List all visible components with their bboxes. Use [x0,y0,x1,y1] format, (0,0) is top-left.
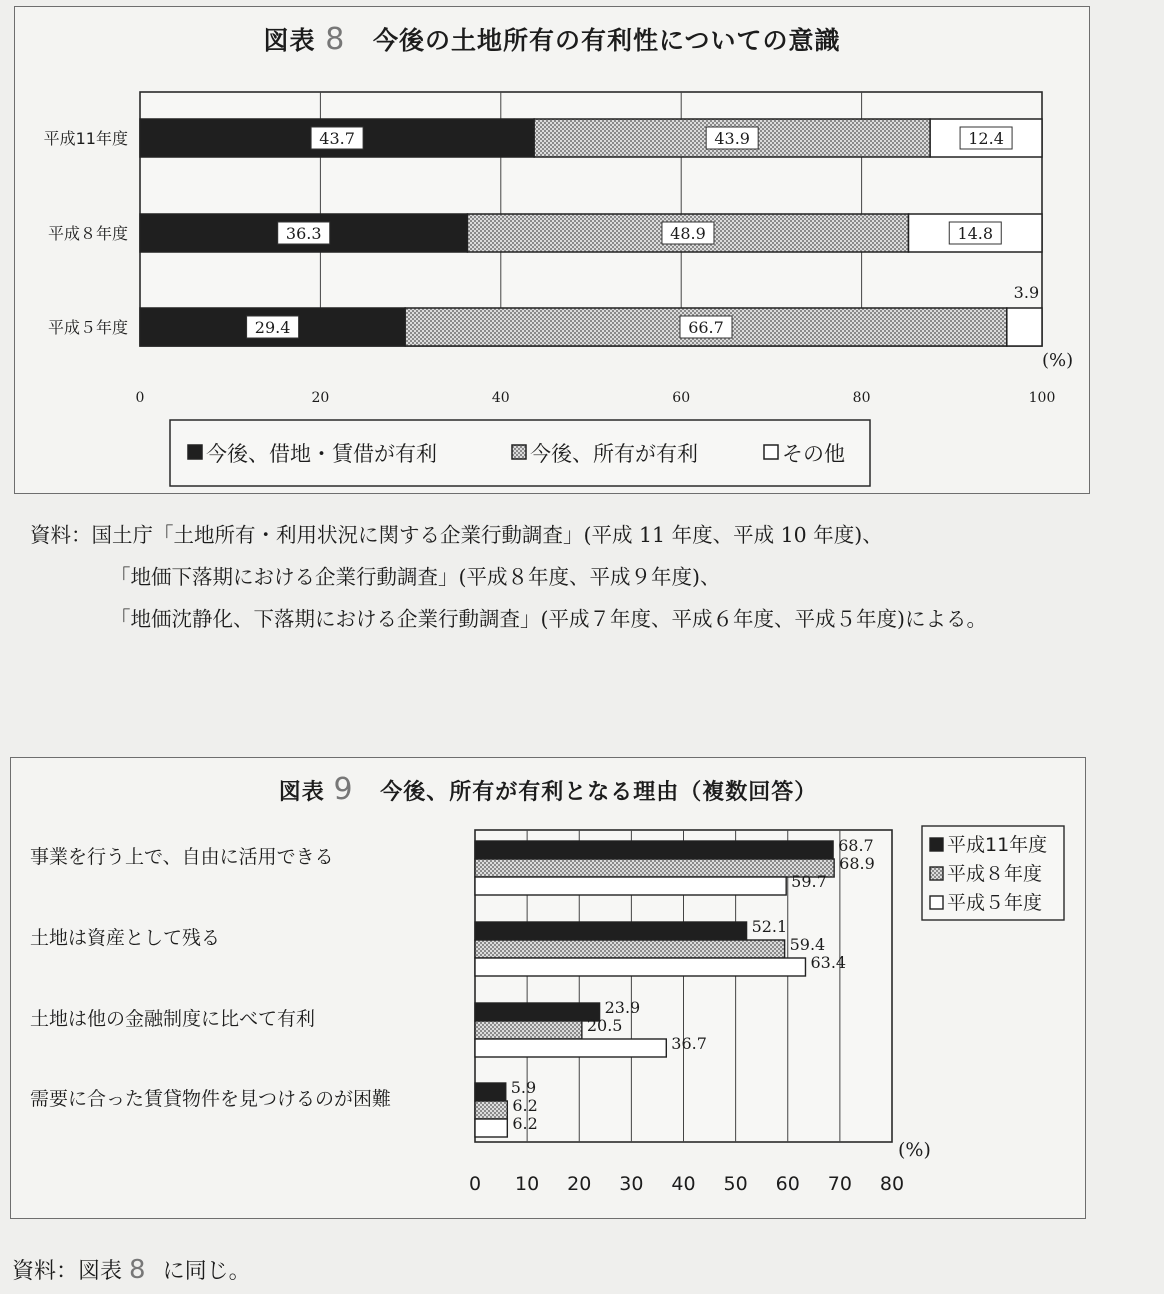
chart9-data-label: 5.9 [510,1078,537,1097]
chart8-unit-label: (%) [1042,350,1074,371]
chart9-bar [475,1101,507,1119]
chart9-bar [475,940,785,958]
chart9-bar [475,1021,582,1039]
chart9-legend-label: 平成５年度 [947,892,1043,914]
chart9-data-label: 68.9 [839,854,875,873]
chart9-data-label: 59.4 [789,935,826,954]
chart8-category-label: 平成11年度 [43,129,128,148]
chart9-data-label: 20.5 [586,1016,623,1035]
chart9-legend-label: 平成８年度 [947,863,1043,885]
chart8-x-tick-label: 60 [672,390,691,406]
chart9-legend-swatch [930,896,943,909]
chart9-x-tick-label: 40 [671,1173,696,1195]
chart8-legend-swatch [512,445,526,459]
chart9-category-label: 土地は資産として残る [30,927,221,949]
chart9-x-tick-label: 30 [619,1173,644,1195]
chart9-x-tick-label: 50 [723,1173,748,1195]
chart8-data-label: 66.7 [688,318,724,337]
chart8-data-label: 43.7 [319,129,355,148]
chart9-x-tick-label: 70 [827,1173,852,1195]
chart8-legend-swatch [764,445,778,459]
chart9-bar [475,958,805,976]
chart9-data-label: 59.7 [791,872,827,891]
chart8-data-label: 3.9 [1013,283,1040,302]
chart9-category-label: 事業を行う上で、自由に活用できる [30,846,334,868]
chart9-legend-swatch [930,867,943,880]
chart8-legend-label: 今後、借地・賃借が有利 [206,442,437,466]
chart9-bar [475,1039,666,1057]
chart8-x-tick-label: 100 [1028,390,1056,406]
chart9-data-label: 6.2 [512,1114,538,1133]
chart9-title: 図表 9 今後、所有が有利となる理由（複数回答） [278,772,818,807]
chart8-legend-label: 今後、所有が有利 [530,442,698,466]
chart8-data-label: 36.3 [285,224,322,243]
chart9-data-label: 52.1 [751,917,788,936]
chart9-legend-swatch [930,838,943,851]
chart9-source: 資料：図表 8 に同じ。 [12,1255,251,1285]
chart9-unit-label: (%) [898,1139,931,1161]
chart8-x-tick-label: 40 [491,390,510,406]
chart9-bar [475,922,747,940]
source-line-1: 資料：国土庁「土地所有・利用状況に関する企業行動調査」(平成 11 年度、平成 10 年度)、 [30,523,883,547]
chart8-bar-segment [1007,308,1042,346]
chart8-x-tick-label: 20 [311,390,330,406]
chart9-legend-label: 平成11年度 [947,834,1048,856]
chart8-category-label: 平成５年度 [47,318,128,337]
chart8-legend-swatch [188,445,202,459]
chart8-legend-label: その他 [782,442,845,466]
chart9-x-tick-label: 60 [775,1173,800,1195]
chart9-data-label: 68.7 [838,836,874,855]
source-line-3: 「地価沈静化、下落期における企業行動調査」(平成７年度、平成６年度、平成５年度)による。 [110,607,987,631]
chart8-x-tick-label: 0 [135,390,145,406]
chart9-category-label: 土地は他の金融制度に比べて有利 [30,1008,316,1030]
chart9-data-label: 36.7 [671,1034,707,1053]
chart9-bar [475,1083,506,1101]
chart8-data-label: 29.4 [254,318,291,337]
chart9-bar [475,841,833,859]
chart8-data-label: 48.9 [670,224,706,243]
chart9-x-tick-label: 0 [468,1173,482,1195]
chart8-x-tick-label: 80 [852,390,871,406]
chart9-category-label: 需要に合った賃貸物件を見つけるのが困難 [30,1088,392,1110]
chart8-data-label: 43.9 [714,129,750,148]
chart9-bar [475,1119,507,1137]
source-line-2: 「地価下落期における企業行動調査」(平成８年度、平成９年度)、 [110,565,721,589]
chart8-data-label: 12.4 [968,129,1004,148]
chart9-x-tick-label: 10 [515,1173,540,1195]
chart8-data-label: 14.8 [957,224,994,243]
chart9-x-tick-label: 80 [879,1173,905,1195]
chart8-title: 図表 8 今後の土地所有の有利性についての意識 [263,22,841,57]
chart9-bar [475,859,834,877]
chart9-bar [475,877,786,895]
chart9-data-label: 23.9 [604,998,641,1017]
chart9-bar [475,1003,600,1021]
chart9-data-label: 63.4 [810,953,847,972]
chart9-x-tick-label: 20 [567,1173,592,1195]
chart8-category-label: 平成８年度 [47,224,128,243]
chart9-data-label: 6.2 [512,1096,538,1115]
